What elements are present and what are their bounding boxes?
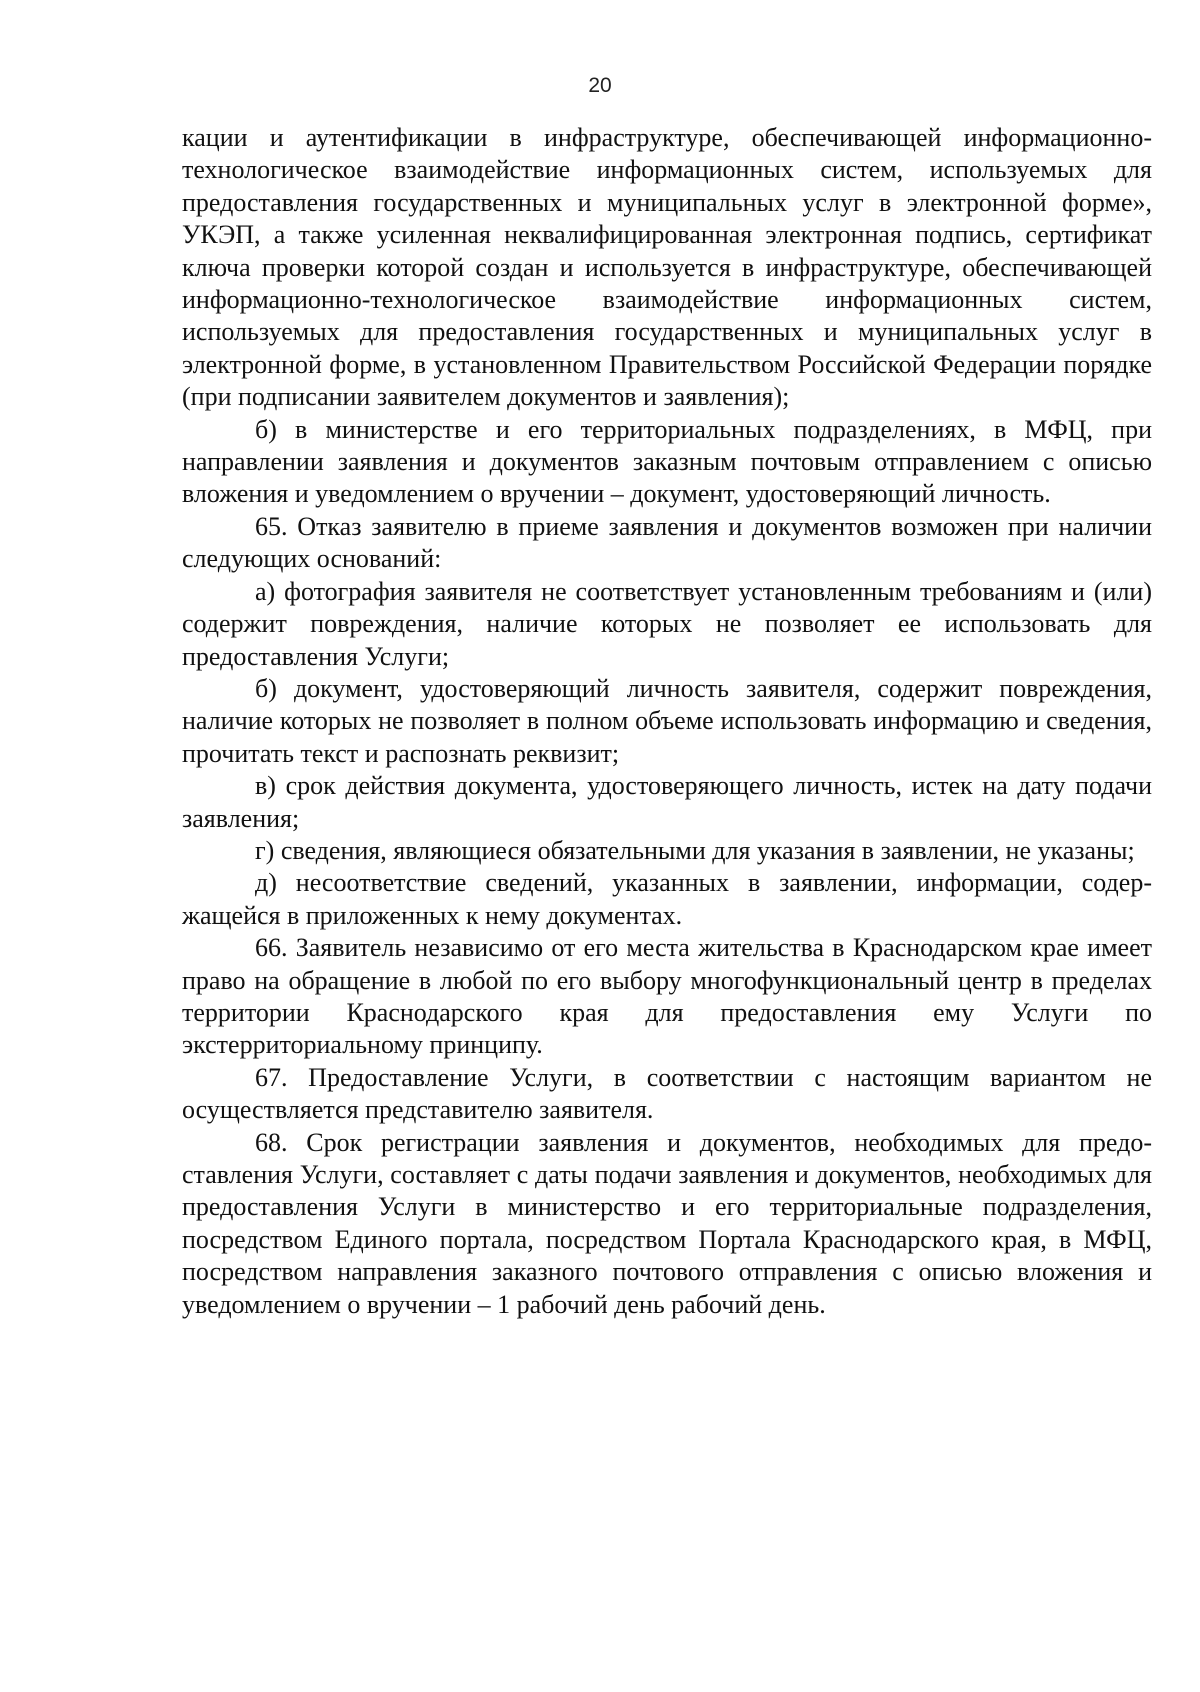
paragraph-item-a-photo: а) фотография заявителя не соответствует установленным требованиям и (или) содержит повреждения, наличие которых не позволяет ее использовать для предоставления Услуги; xyxy=(182,576,1152,671)
paragraph-66-extraterritorial: 66. Заявитель независимо от его места жительства в Краснодарском крае имеет право на обращение в любой по его выбору многофункциональный центр в пределах территории Краснодарского края для предоставления ему Услуги по экстерриториальному принципу. xyxy=(182,933,1152,1060)
paragraph-67-representative: 67. Предоставление Услуги, в соответствии с настоящим вариантом не осуществляется представителю заявителя. xyxy=(182,1062,1152,1125)
paragraph-item-d-mismatch: д) несоответствие сведений, указанных в заявлении, информации, содержащейся в приложенных к нему документах. xyxy=(182,868,1152,930)
document-body xyxy=(182,122,1152,1321)
paragraph-item-b-identity-document: б) в министерстве и его территориальных подразделениях, в МФЦ, при направлении заявления и документов заказным почтовым отправлением с описью вложения и уведомлением о вручении – документ, удостоверяющий личность. xyxy=(182,414,1152,509)
paragraph-item-g-missing-info: г) сведения, являющиеся обязательными для указания в заявлении, не указаны; xyxy=(255,835,1135,865)
paragraph-continuation: кации и аутентификации в инфраструктуре, обеспечивающей информационно-технологическое взаимодействие информационных систем, используемых для предоставления государственных и муниципальных услуг в электронной форме», УКЭП, а также усиленная неквалифицированная электронная подпись, сертификат ключа проверки которой создан и используется в инфраструктуре, обеспечивающей информационно-технологическое взаимодействие информационных систем, используемых для предоставления государственных и муниципальных услуг в электронной форме, в установленном Правительством Российской Федерации порядке (при подписании заявителем документов и заявления); xyxy=(182,123,1152,412)
paragraph-item-b-damaged-document: б) документ, удостоверяющий личность заявителя, содержит повреждения, наличие которых не позволяет в полном объеме использовать информацию и сведения, прочитать текст и распознать реквизит; xyxy=(182,673,1152,768)
page-number: 20 xyxy=(588,74,612,97)
paragraph-68-registration-term: 68. Срок регистрации заявления и документов, необходимых для предоставления Услуги, составляет с даты подачи заявления и документов, необходимых для предоставления Услуги в министерство и его территориальные подразделения, посредством Единого портала, посредством Портала Краснодарского края, в МФЦ, посредством направления заказного почтового отправления с описью вложения и уведомлением о вручении – 1 рабочий день рабочий день. xyxy=(182,1127,1152,1319)
paragraph-item-v-expired-document: в) срок действия документа, удостоверяющего личность, истек на дату подачи заявления; xyxy=(182,771,1152,833)
paragraph-65-refusal-grounds: 65. Отказ заявителю в приеме заявления и документов возможен при наличии следующих оснований: xyxy=(182,511,1152,574)
